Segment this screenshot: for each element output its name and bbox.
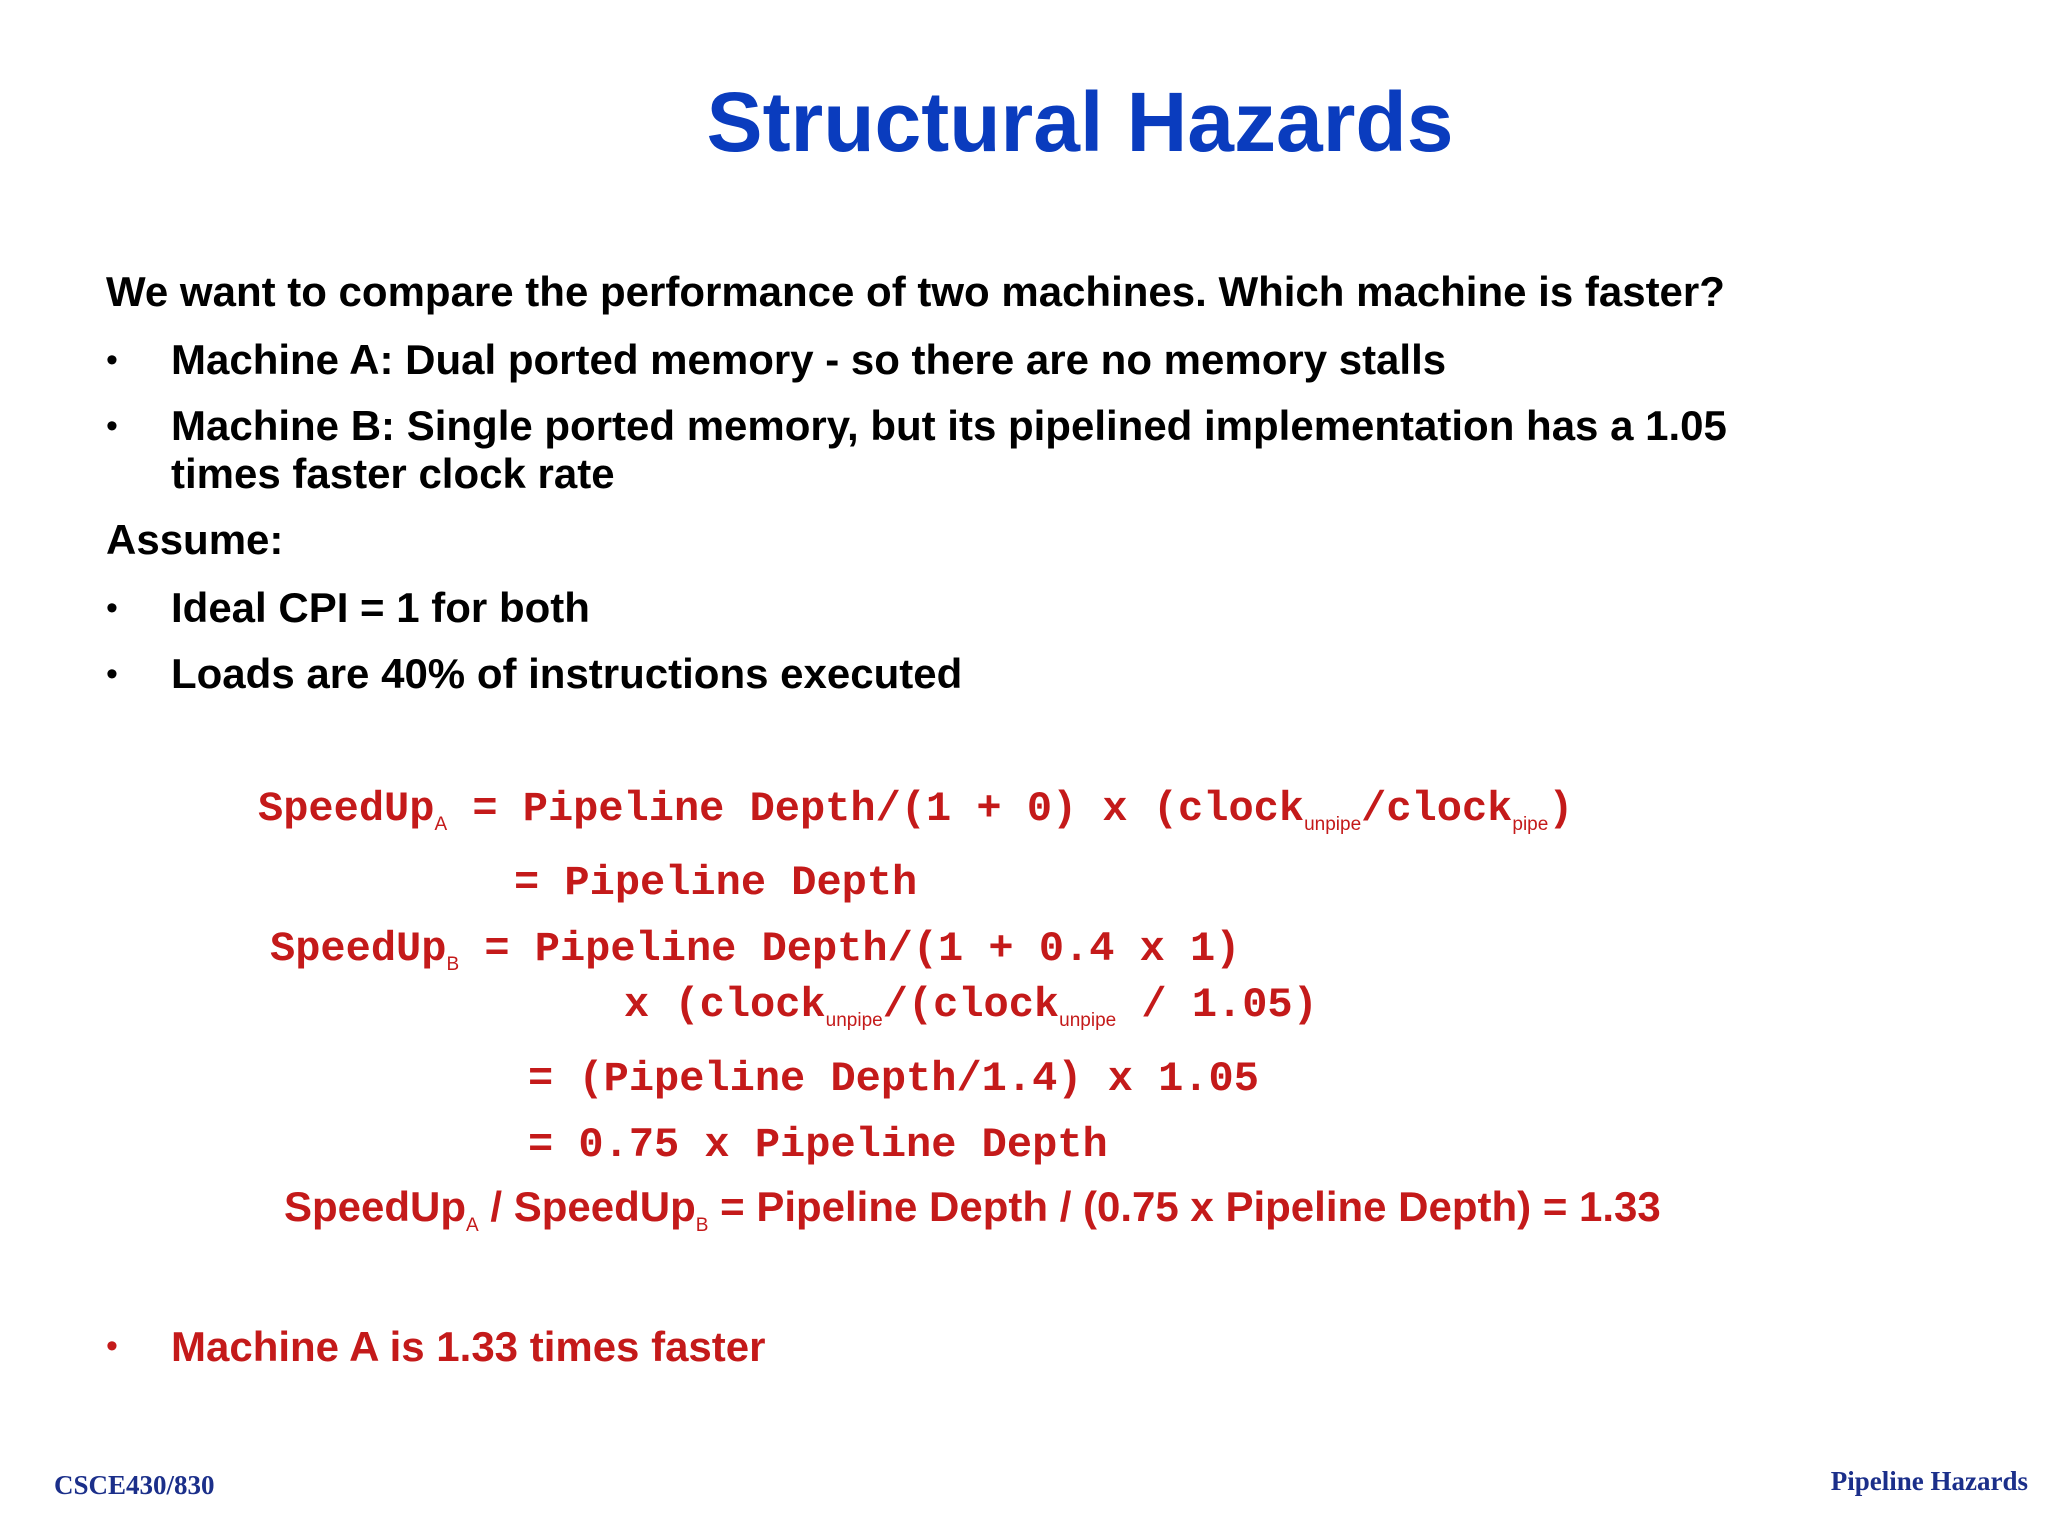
slide-title: Structural Hazards [706,75,1454,169]
eq-term: / SpeedUp [478,1183,696,1230]
equation-speedup-a-result: = Pipeline Depth [514,859,918,907]
bullet-machine-b-cont: times faster clock rate [171,450,615,497]
eq-subscript: B [695,1215,709,1236]
assumption-cpi: Ideal CPI = 1 for both [171,584,590,631]
equation-speedup-b-clock [624,980,1318,1030]
eq-term: = Pipeline Depth / (0.75 x Pipeline Depth) = 1.33 [708,1183,1661,1230]
equation-speedup-a [258,784,1574,834]
eq-term: /(clock [882,981,1060,1029]
eq-subscript: unpipe [1304,814,1362,835]
bullet-machine-a: Machine A: Dual ported memory - so there are no memory stalls [171,336,1447,383]
eq-term: x (clock [624,981,826,1029]
eq-term: SpeedUp [284,1183,467,1230]
eq-subscript: B [446,954,460,975]
eq-term: /clock [1361,785,1513,833]
eq-term: = Pipeline Depth/(1 + 0) x (clock [447,785,1305,833]
footer-course-code: CSCE430/830 [54,1470,215,1500]
bullet-machine-b: Machine B: Single ported memory, but its pipelined implementation has a 1.05 [171,402,1727,449]
eq-term: SpeedUp [270,925,447,973]
eq-term: = Pipeline Depth/(1 + 0.4 x 1) [459,925,1241,973]
assume-label: Assume: [106,516,284,563]
eq-term: / 1.05) [1116,981,1318,1029]
equation-speedup-b-result: = 0.75 x Pipeline Depth [528,1121,1108,1169]
eq-subscript: A [434,814,448,835]
bullet-dot: • [106,655,118,693]
intro-text: We want to compare the performance of two machines. Which machine is faster? [106,268,1725,315]
equation-ratio [284,1182,1661,1236]
eq-subscript: A [466,1215,479,1236]
eq-subscript: pipe [1512,814,1549,835]
bullet-dot: • [106,1327,118,1365]
bullet-dot: • [106,407,118,445]
equation-speedup-b-step: = (Pipeline Depth/1.4) x 1.05 [528,1055,1259,1103]
conclusion-text: Machine A is 1.33 times faster [171,1323,766,1370]
eq-term: SpeedUp [258,785,435,833]
bullet-dot: • [106,589,118,627]
bullet-dot: • [106,341,118,379]
eq-term: ) [1548,785,1574,833]
equation-speedup-b [270,924,1240,974]
assumption-loads: Loads are 40% of instructions executed [171,650,963,697]
footer-topic: Pipeline Hazards [1830,1466,2028,1496]
eq-subscript: unpipe [825,1010,883,1031]
eq-subscript: unpipe [1059,1010,1117,1031]
